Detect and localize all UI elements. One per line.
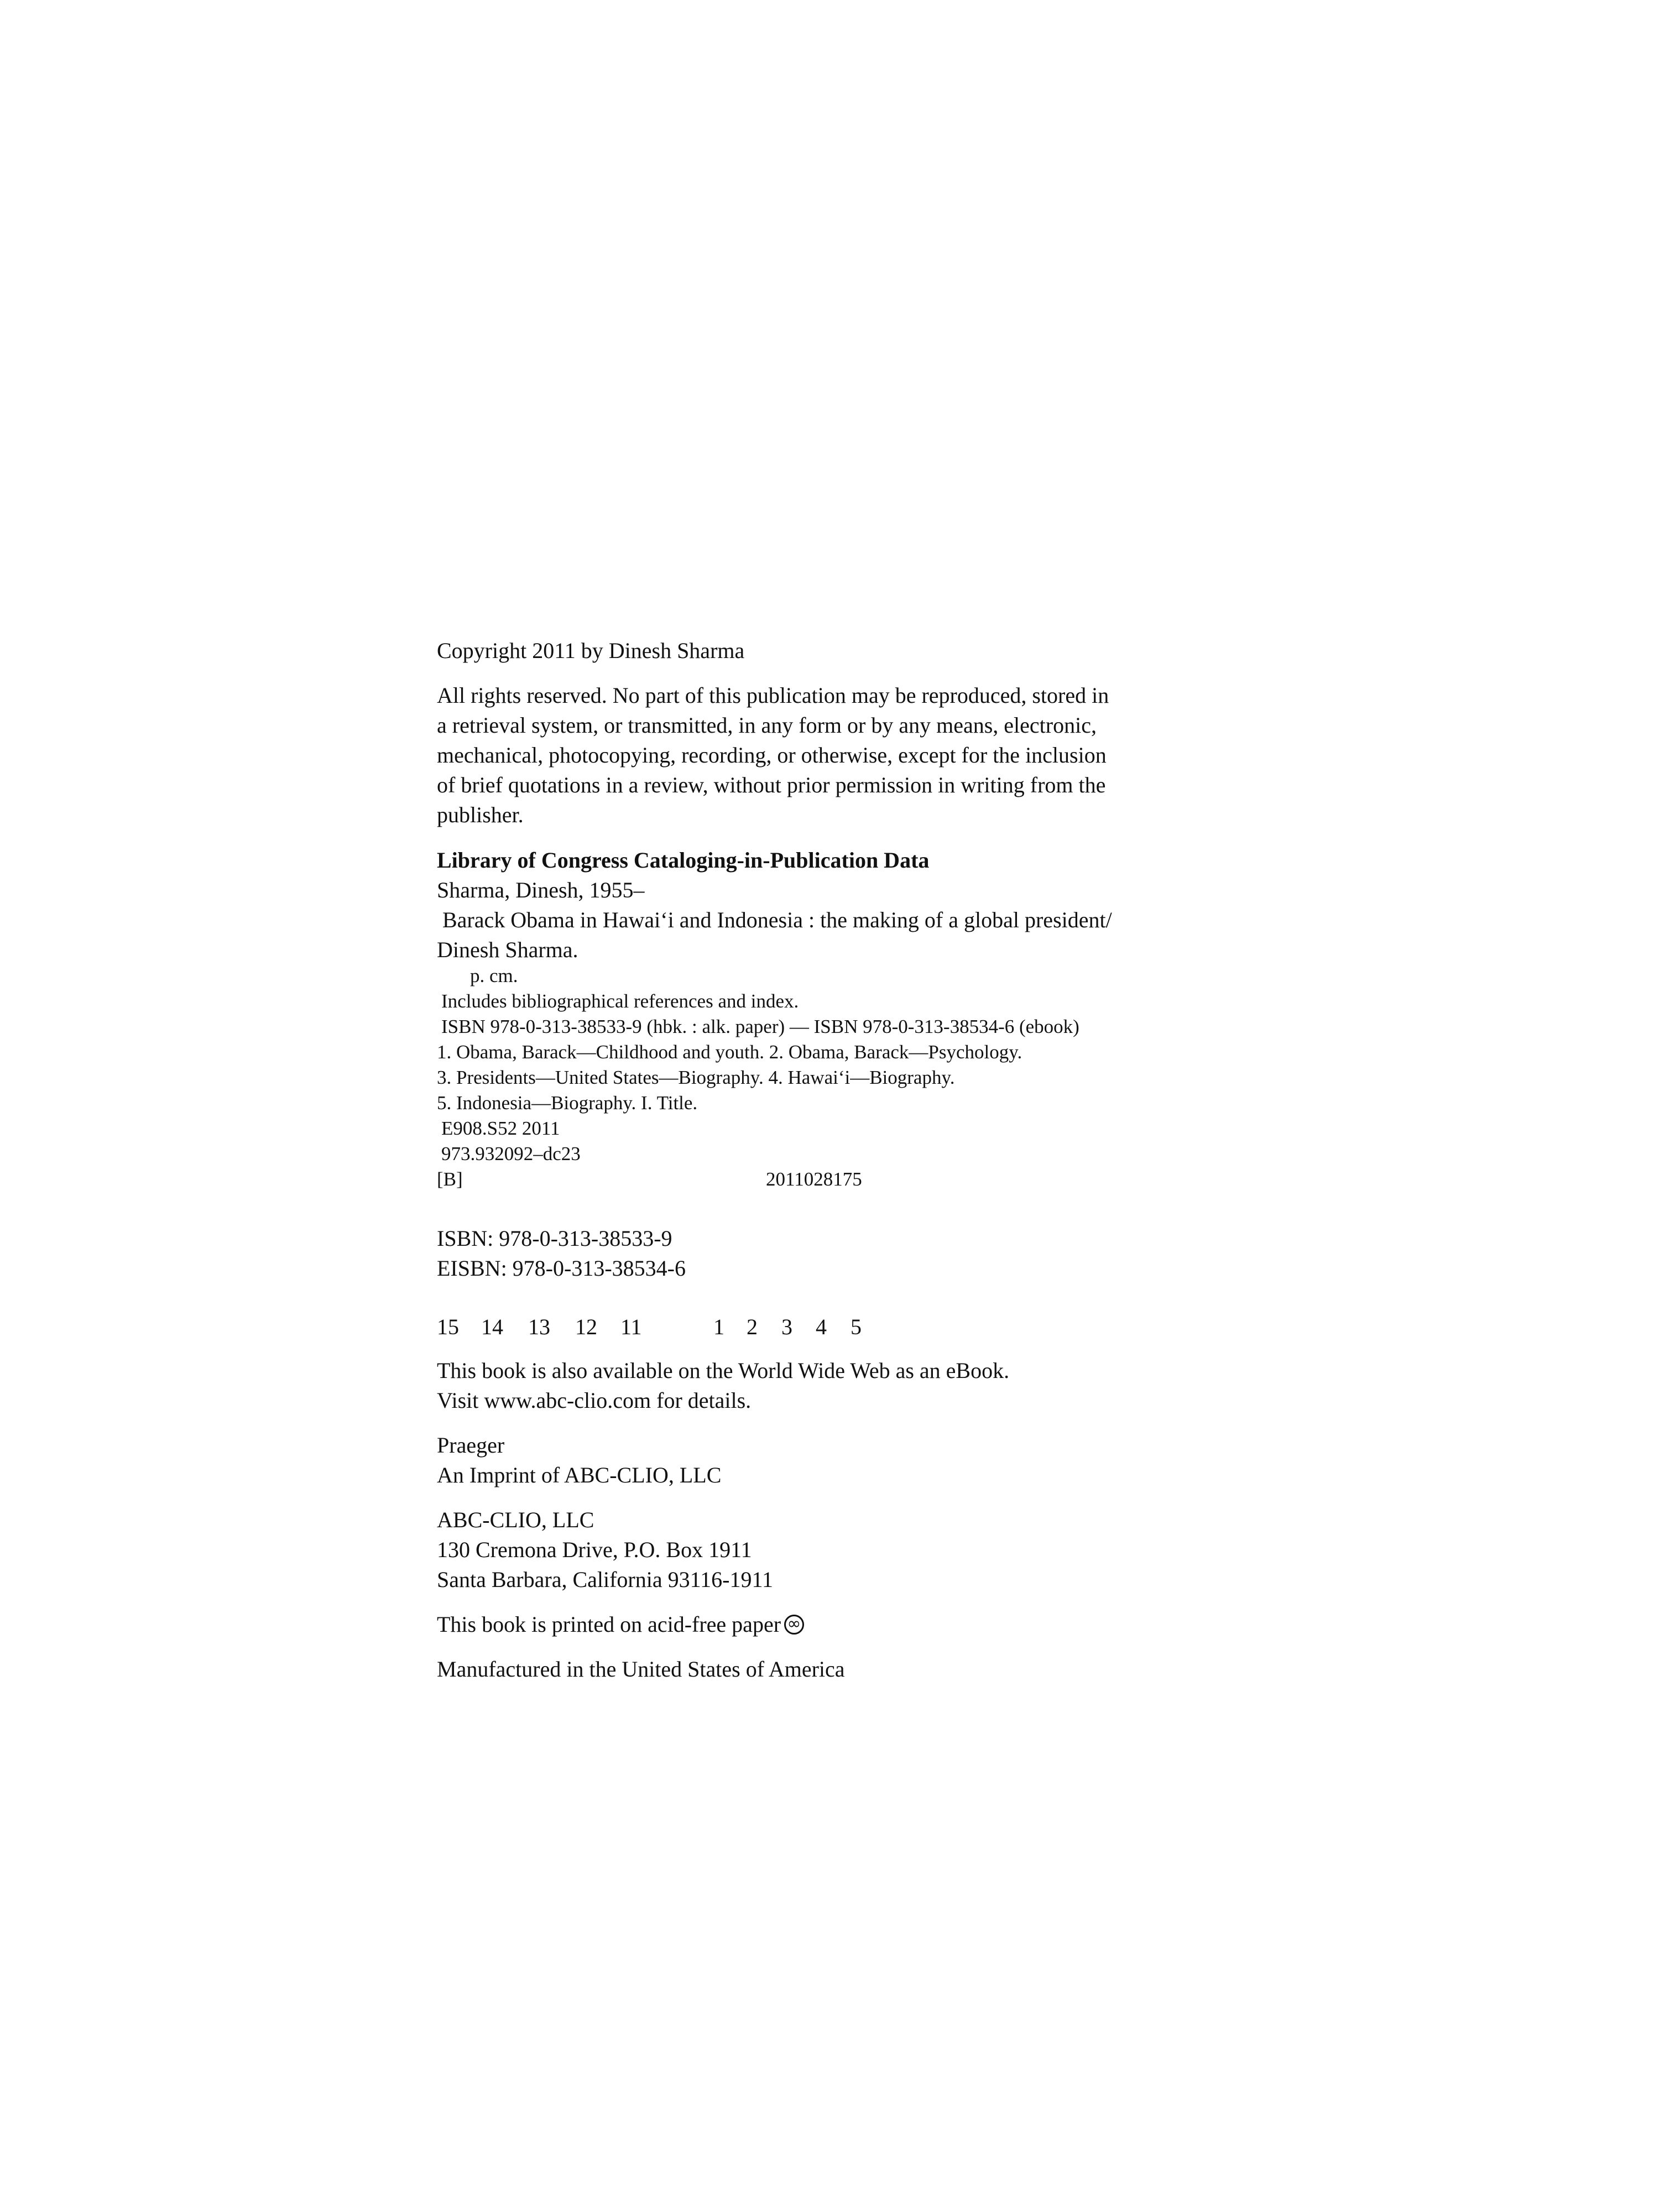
cip-lc-class: E908.S52 2011 [441, 1118, 560, 1139]
ebook-notice-line-1: This book is also available on the World Wide Web as an eBook. [437, 1358, 1010, 1383]
printing-year: 12 [575, 1314, 597, 1339]
printing-impression: 1 [713, 1314, 724, 1339]
manufactured-line: Manufactured in the United States of America [437, 1657, 845, 1682]
rights-line-2: a retrieval system, or transmitted, in any form or by any means, electronic, [437, 713, 1097, 738]
printing-impression: 4 [816, 1314, 827, 1339]
printing-line [0, 1312, 940, 1342]
cip-lccn: 2011028175 [766, 1168, 862, 1190]
printing-year: 11 [620, 1314, 642, 1339]
publisher-name: ABC-CLIO, LLC [437, 1507, 594, 1532]
cip-pagination: p. cm. [470, 965, 518, 986]
cip-subjects-line-1: 1. Obama, Barack—Childhood and youth. 2. Obama, Barack—Psychology. [437, 1041, 1022, 1063]
eisbn-line: EISBN: 978-0-313-38534-6 [437, 1256, 686, 1281]
rights-line-1: All rights reserved. No part of this publication may be reproduced, stored in [437, 683, 1109, 708]
cip-notes: Includes bibliographical references and index. [441, 990, 799, 1012]
copyright-line: Copyright 2011 by Dinesh Sharma [437, 638, 745, 663]
paper-notice [437, 1610, 804, 1640]
cip-subjects-line-3: 5. Indonesia—Biography. I. Title. [437, 1092, 698, 1114]
imprint-name: Praeger [437, 1433, 505, 1458]
rights-line-3: mechanical, photocopying, recording, or otherwise, except for the inclusion [437, 743, 1107, 768]
acid-free-paper-infinity-icon [784, 1615, 804, 1635]
publisher-street: 130 Cremona Drive, P.O. Box 1911 [437, 1537, 752, 1562]
cip-heading: Library of Congress Cataloging-in-Publication Data [437, 848, 930, 873]
ebook-notice-line-2: Visit www.abc-clio.com for details. [437, 1388, 752, 1413]
cip-title-line-2: Dinesh Sharma. [437, 937, 578, 962]
printing-impression: 3 [781, 1314, 792, 1339]
printing-impression: 2 [747, 1314, 758, 1339]
publisher-city: Santa Barbara, California 93116-1911 [437, 1567, 773, 1592]
printing-year: 14 [481, 1314, 503, 1339]
cip-dewey: 973.932092–dc23 [441, 1143, 581, 1165]
cip-isbn-line: ISBN 978-0-313-38533-9 (hbk. : alk. paper) — ISBN 978-0-313-38534-6 (ebook) [441, 1016, 1079, 1037]
cip-title-line-1: Barack Obama in Hawai‘i and Indonesia : the making of a global president/ [442, 907, 1112, 932]
cip-code: [B] [437, 1168, 463, 1190]
imprint-line: An Imprint of ABC-CLIO, LLC [437, 1463, 722, 1487]
isbn-line: ISBN: 978-0-313-38533-9 [437, 1226, 672, 1251]
paper-notice-text: This book is printed on acid-free paper [437, 1612, 781, 1637]
rights-line-4: of brief quotations in a review, without prior permission in writing from the [437, 772, 1106, 797]
rights-line-5: publisher. [437, 802, 524, 827]
cip-subjects-line-2: 3. Presidents—United States—Biography. 4. Hawai‘i—Biography. [437, 1067, 955, 1088]
printing-year: 13 [528, 1314, 550, 1339]
printing-impression: 5 [851, 1314, 862, 1339]
printing-year: 15 [437, 1314, 459, 1339]
cip-author: Sharma, Dinesh, 1955– [437, 878, 645, 902]
